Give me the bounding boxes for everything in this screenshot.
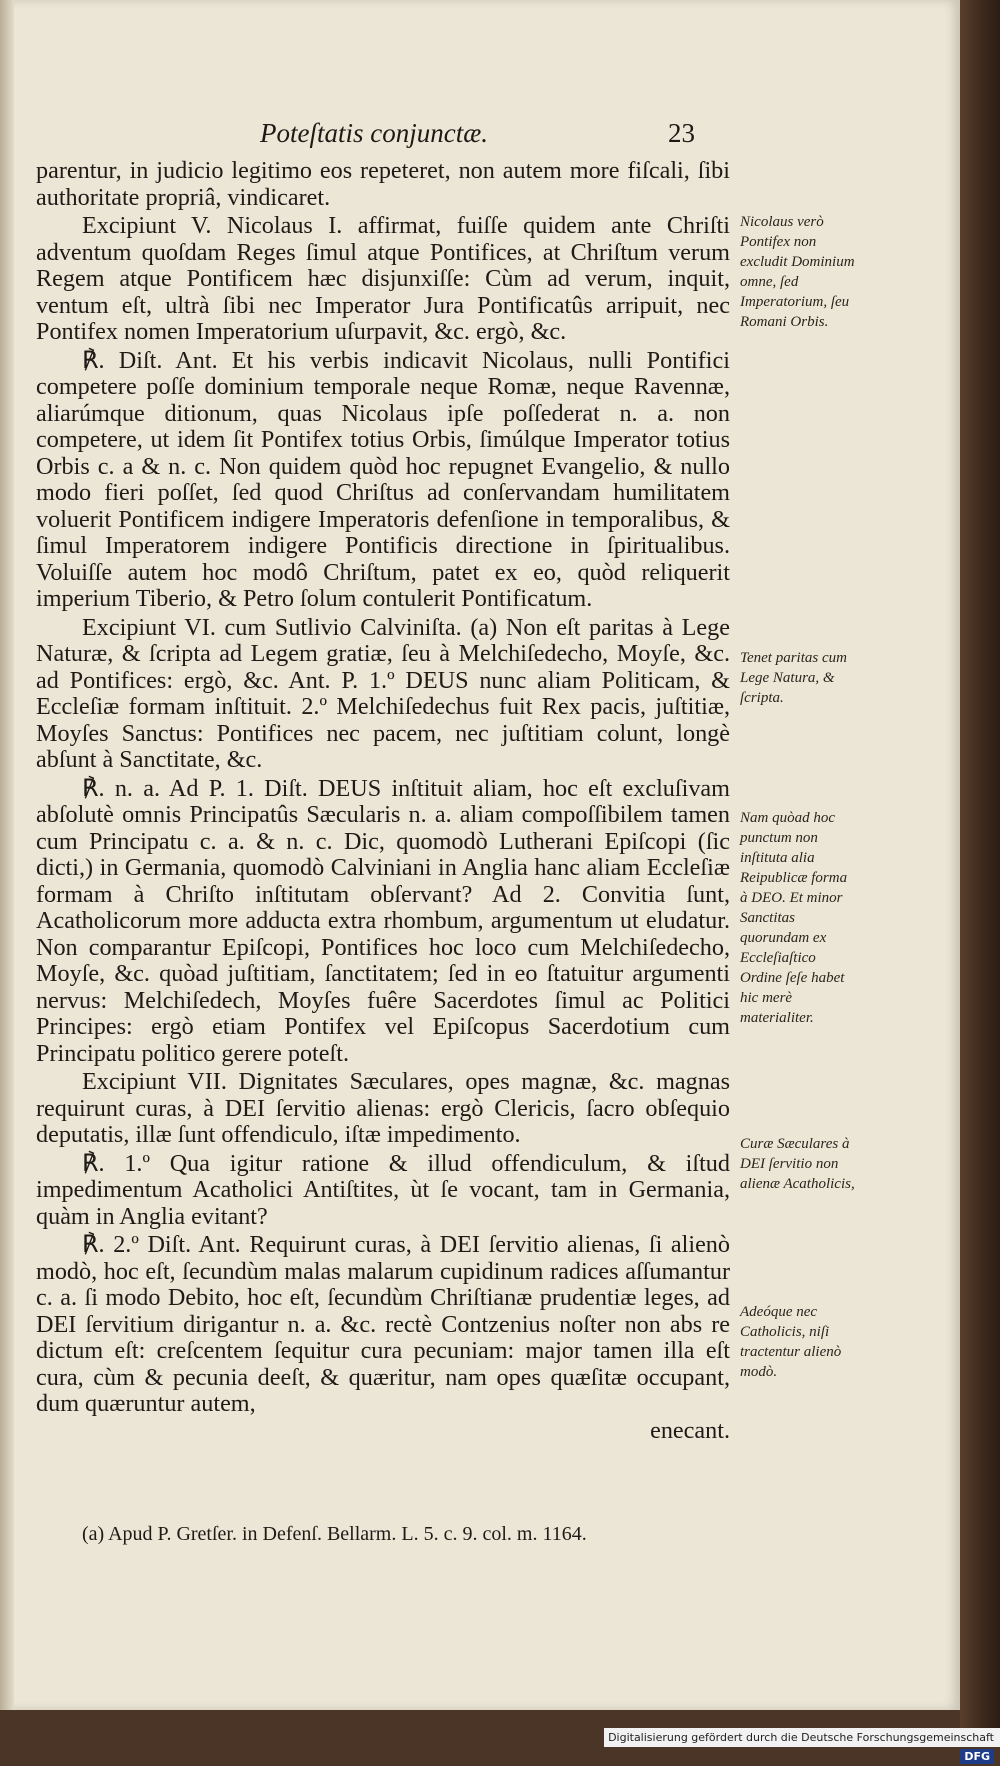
margin-note-1: Nicolaus verò Pontifex non excludit Dominium omne, ſed Imperatorium, ſeu Romani Orbis.	[740, 214, 855, 330]
digitization-footer	[604, 1728, 1000, 1763]
paragraph-3: ℟. Diſt. Ant. Et his verbis indicavit Nicolaus, nulli Pontifici competere poſſe dominium temporale neque Romæ, neque Ravennæ, aliarúmque ditionum, quas Nicolaus ipſe poſſederat n. a. non competere, ut idem ſit Pontifex totius Orbis, ſimúlque Imperator totius Orbis c. a & n. c. Non quidem quòd hoc repugnet Evangelio, & nullo modo fieri poſſet, ſed quod Chriſtus ad conſervandam humilitatem voluerit Pontificem indigere Imperatoris defenſione in temporalibus, & ſimul Imperatorem indigere Pontificis directione in ſpiritualibus. Voluiſſe autem hoc modô Chriſtum, patet ex eo, quòd reliquerit imperium Tiberio, & Petro ſolum contulerit Pontificatum.	[36, 346, 730, 612]
book-cover-edge	[960, 0, 1000, 1747]
running-title: Poteſtatis conjunctæ.	[260, 118, 488, 148]
catchword: enecant.	[650, 1416, 730, 1444]
paragraph-2: Excipiunt V. Nicolaus I. affirmat, fuiſſe quidem ante Chriſti adventum quoſdam Reges ſimul atque Pontifices, at Chriſtum verum Regem atque Pontificem hæc disjunxiſſe: Cùm ad verum, inquit, ventum eſt, ultrà ſibi nec Imperator Jura Pontificatûs arripuit, nec Pontifex nomen Imperatorium uſurpavit, &c. ergò, &c.	[36, 212, 730, 345]
running-head	[0, 118, 960, 154]
paragraph-6: Excipiunt VII. Dignitates Sæculares, opes magnæ, &c. magnas requirunt curas, à DEI ſervitio alienas: ergò Clericis, ſacro obſequio deputatis, illæ ſunt offendiculo, iſtæ impedimento.	[36, 1068, 730, 1148]
paragraph-5: ℟. n. a. Ad P. 1. Diſt. DEUS inſtituit aliam, hoc eſt excluſivam abſolutè omnis Principatûs Sæcularis n. a. aliam compoſſibilem tamen cum Principatu c. a. & n. c. Dic, quomodò Lutherani Epiſcopi (ſic dicti,) in Germania, quomodò Calviniani in Anglia hanc aliam Eccleſiæ formam à Chriſto inſtitutam obſervant? Ad 2. Convitia ſunt, Acatholicorum more adducta extra rhombum, argumentum ut eludatur. Non comparantur Epiſcopi, Pontifices hoc loco cum Melchiſedecho, Moyſe, &c. quòad juſtitiam, ſanctitatem; ſed in eo ſtatuitur argumenti nervus: Melchiſedech, Moyſes fuêre Sacerdotes ſimul ac Politici Principes: ergò etiam Pontifex vel Epiſcopus Sacerdotium cum Principatu politico gerere poteſt.	[36, 774, 730, 1067]
margin-note-5: Adeóque nec Catholicis, niſi tractentur alienò modò.	[740, 1304, 842, 1380]
margin-note-4: Curæ Sæculares à DEI ſervitio non alienæ Acatholicis,	[740, 1136, 855, 1192]
paragraph-8: ℟. 2.º Diſt. Ant. Requirunt curas, à DEI ſervitio alienas, ſi alienò modò, hoc eſt, ſecundùm malas malarum cupidinum radices aſſumantur c. a. ſi modo Debito, hoc eſt, ſecundùm Chriſtianæ prudentiæ leges, ad DEI ſervitium dirigantur n. a. &c. rectè Contzenius noſter non abs re dictum eſt: creſcentem ſequitur cura pecuniam: major tamen illa eſt cura, cùm & pecunia deeſt, & quæritur, nam opes quæſitæ occupant, dum quæruntur autem,	[36, 1231, 730, 1417]
margin-note-3: Nam quòad hoc punctum non inſtituta alia Reipublicæ forma à DEO. Et minor Sanctitas quorundam ex Eccleſiaſtico Ordine ſeſe habet hic merè materialiter.	[740, 810, 848, 1026]
paragraph-1: parentur, in judicio legitimo eos repeteret, non autem more fiſcali, ſibi authoritate propriâ, vindicaret.	[36, 157, 730, 211]
dfg-logo: DFG	[960, 1749, 994, 1764]
page-gutter	[0, 0, 14, 1710]
margin-note-2: Tenet paritas cum Lege Natura, & ſcripta.	[740, 650, 847, 706]
main-text	[36, 158, 730, 1444]
paragraph-4: Excipiunt VI. cum Sutlivio Calviniſta. (a) Non eſt paritas à Lege Naturæ, & ſcripta ad Legem gratiæ, ſeu à Melchiſedecho, Moyſe, &c. ad Pontifices: ergò, &c. Ant. P. 1.º DEUS nunc aliam Politicam, & Eccleſiæ formam inſtituit. 2.º Melchiſedechus fuit Rex pacis, juſtitiæ, Moyſes Sanctus: Pontifices nec pacem, nec juſtitiam colunt, longè abſunt à Sanctitate, &c.	[36, 613, 730, 773]
funding-credit: Digitalisierung gefördert durch die Deutsche Forschungsgemeinschaft	[608, 1731, 994, 1744]
paragraph-7: ℟. 1.º Qua igitur ratione & illud offendiculum, & iſtud impedimentum Acatholici Antiſtites, ùt ſe vocant, tam in Germania, quàm in Anglia evitant?	[36, 1149, 730, 1230]
footnote: (a) Apud P. Gretſer. in Defenſ. Bellarm. L. 5. c. 9. col. m. 1164.	[82, 1523, 587, 1545]
page-number: 23	[668, 118, 695, 148]
